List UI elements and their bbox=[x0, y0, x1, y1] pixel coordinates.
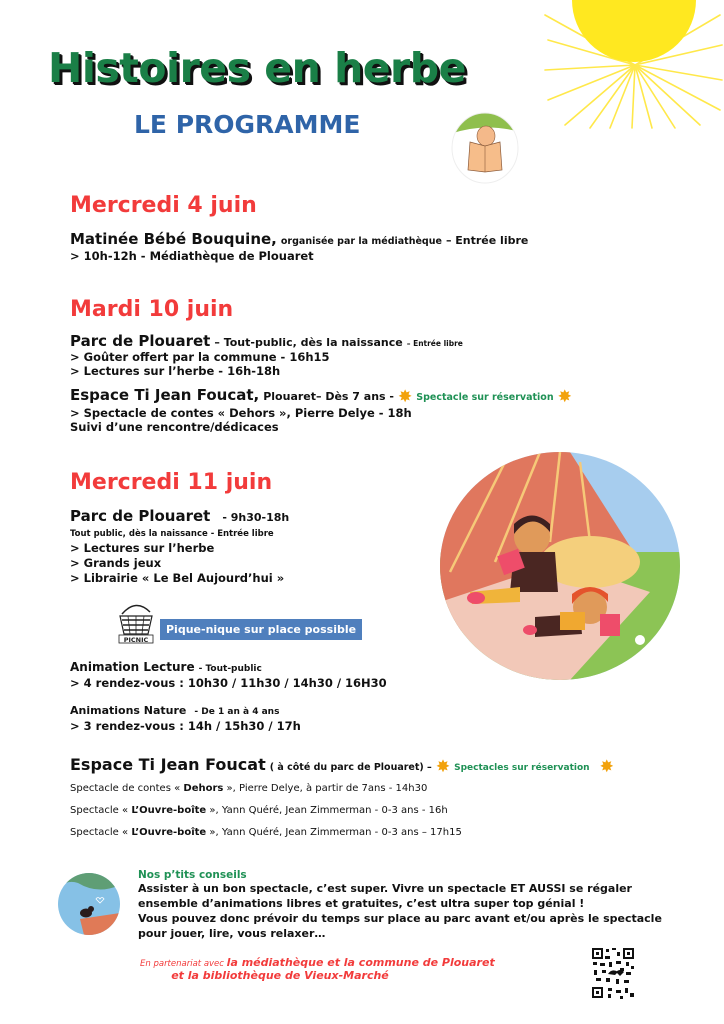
show-title: L’Ouvre-boîte bbox=[131, 827, 207, 838]
day-header: Mercredi 11 juin bbox=[70, 470, 273, 495]
show-line bbox=[70, 805, 448, 816]
show-title: Dehors bbox=[183, 783, 224, 794]
partner-prefix: En partenariat avec bbox=[140, 959, 227, 969]
event-venue: Matinée Bébé Bouquine, bbox=[70, 230, 277, 248]
event-line: > Grands jeux bbox=[70, 556, 162, 570]
event-venue: Parc de Plouaret bbox=[70, 332, 211, 350]
event-detail: organisée par la médiathèque bbox=[280, 236, 442, 247]
sun-icon bbox=[540, 0, 724, 130]
bird-icon bbox=[58, 873, 120, 935]
star-icon: ✸ bbox=[398, 387, 413, 407]
show-prefix: Spectacle « bbox=[70, 805, 132, 816]
event-entry: – Entrée libre bbox=[445, 234, 529, 247]
reservation-note: Spectacles sur réservation bbox=[454, 763, 590, 773]
event-line: > Goûter offert par la commune - 16h15 bbox=[70, 350, 330, 364]
tips-line: Assister à un bon spectacle, c’est super. Vivre un spectacle ET AUSSI se régaler bbox=[138, 882, 632, 895]
picnic-basket-icon bbox=[116, 600, 156, 644]
star-icon: ✸ bbox=[435, 757, 451, 777]
event-line: > Librairie « Le Bel Aujourd’hui » bbox=[70, 571, 285, 585]
show-line bbox=[70, 827, 462, 838]
event-line: > 10h-12h - Médiathèque de Plouaret bbox=[70, 249, 314, 263]
tips-line: pour jouer, lire, vous relaxer… bbox=[138, 927, 326, 940]
show-title: L’Ouvre-boîte bbox=[131, 805, 207, 816]
animation-audience: - De 1 an à 4 ans bbox=[194, 707, 280, 717]
show-prefix: Spectacle « bbox=[70, 827, 132, 838]
animation-title: Animations Nature bbox=[70, 704, 187, 717]
animation-title: Animation Lecture bbox=[70, 660, 195, 674]
picnic-label: PICNIC bbox=[123, 636, 149, 644]
qr-code-icon[interactable] bbox=[590, 946, 636, 1000]
event-venue: Espace Ti Jean Foucat bbox=[70, 755, 266, 774]
partner-text: la médiathèque et la commune de Plouaret bbox=[226, 956, 495, 969]
day-header: Mercredi 4 juin bbox=[70, 193, 257, 218]
show-suffix: », Yann Quéré, Jean Zimmerman - 0-3 ans – 17h15 bbox=[206, 827, 462, 838]
partner-line-1 bbox=[140, 956, 495, 969]
show-line bbox=[70, 783, 427, 794]
animation-audience: - Tout-public bbox=[198, 664, 262, 674]
event-venue: Parc de Plouaret bbox=[70, 507, 211, 525]
animation-times: > 4 rendez-vous : 10h30 / 11h30 / 14h30 / 16H30 bbox=[70, 676, 387, 690]
children-reading-illustration bbox=[440, 452, 680, 680]
animation-times: > 3 rendez-vous : 14h / 15h30 / 17h bbox=[70, 719, 301, 733]
event-detail: - 9h30-18h bbox=[222, 511, 290, 524]
event-venue: Espace Ti Jean Foucat, bbox=[70, 386, 260, 404]
show-suffix: », Pierre Delye, à partir de 7ans - 14h30 bbox=[223, 783, 428, 794]
reader-icon bbox=[450, 112, 520, 184]
tips-line: ensemble d’animations libres et gratuites, c’est ultra super top génial ! bbox=[138, 897, 585, 910]
show-suffix: », Yann Quéré, Jean Zimmerman - 0-3 ans - 16h bbox=[206, 805, 448, 816]
event-detail: Plouaret– Dès 7 ans - bbox=[263, 390, 394, 403]
event-detail: – Tout-public, dès la naissance bbox=[214, 336, 403, 349]
page-subtitle: LE PROGRAMME bbox=[134, 110, 361, 139]
animation-title-line bbox=[70, 703, 279, 720]
tips-line: Vous pouvez donc prévoir du temps sur place au parc avant et/ou après le spectacle bbox=[138, 912, 662, 925]
partner-line-2: et la bibliothèque de Vieux-Marché bbox=[171, 969, 389, 982]
event-title-line bbox=[70, 509, 289, 525]
star-icon: ✸ bbox=[599, 757, 614, 777]
tips-title: Nos p’tits conseils bbox=[138, 869, 247, 881]
animation-title-line bbox=[70, 660, 262, 677]
event-entry: – Entrée libre bbox=[406, 339, 463, 348]
event-detail: ( à côté du parc de Plouaret) – bbox=[269, 762, 432, 773]
show-prefix: Spectacle de contes « bbox=[70, 783, 184, 794]
event-title-line bbox=[70, 334, 463, 351]
partner-credits bbox=[140, 956, 495, 982]
event-line: > Lectures sur l’herbe - 16h-18h bbox=[70, 364, 281, 378]
picnic-badge: Pique-nique sur place possible bbox=[160, 619, 362, 640]
day-header: Mardi 10 juin bbox=[70, 297, 234, 322]
event-title-line bbox=[70, 757, 614, 776]
event-line: Suivi d’une rencontre/dédicaces bbox=[70, 420, 279, 434]
event-line: > Spectacle de contes « Dehors », Pierre Delye - 18h bbox=[70, 406, 412, 420]
event-title-line bbox=[70, 388, 572, 405]
star-icon: ✸ bbox=[557, 387, 572, 407]
reservation-note: Spectacle sur réservation bbox=[416, 392, 554, 403]
event-title-line bbox=[70, 232, 528, 249]
page-title: Histoires en herbe bbox=[48, 44, 466, 92]
event-line: > Lectures sur l’herbe bbox=[70, 541, 215, 555]
event-subtitle: Tout public, dès la naissance - Entrée libre bbox=[70, 529, 274, 539]
